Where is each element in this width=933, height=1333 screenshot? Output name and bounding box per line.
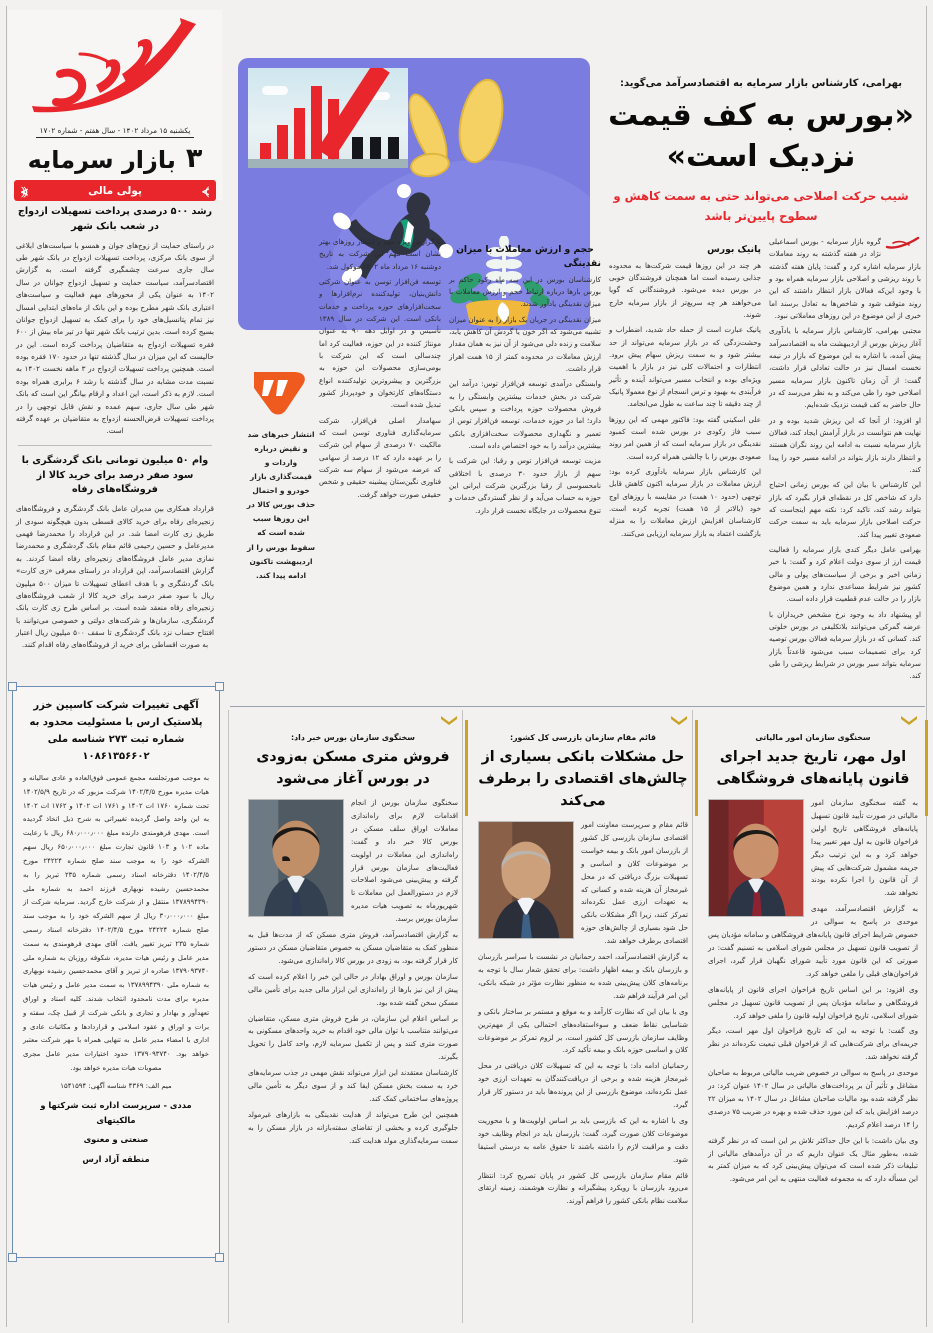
chevron-down-icon [900, 715, 918, 726]
lead-column-right [769, 236, 921, 685]
corner-mark-top-right [215, 682, 224, 691]
paragraph: سازمان بورس و اوراق بهادار در حالی این خبر را اعلام کرده است که پیش از این نیز بارها از راه‌اندازی این ابزار مالی جدید برای تأمین مالی مسکن سخن گفته شده بود. [248, 971, 458, 1007]
cloud-icon [262, 86, 288, 95]
gold-accent-bar [925, 720, 928, 816]
paragraph: این کارشناس با بیان این که بورس زمانی احتیاج دارد که شاخص کل در نقطه‌ای قرار بگیرد که بازار بتواند رشد کند، تاکید کرد: نکته مهم اینجاست که حرکت اصلاحی بازار سرمایه باید به سمت حرکت صعودی تغییر پیدا کند. [769, 480, 921, 539]
paragraph: با گزارش ویژه مهم و انتظار روزهای بهتر نشان است مهم این شرکت به تاریخ دوشنبه ۱۶ مرداد ماه ۱۴۰۲ موکول شد. [319, 237, 441, 271]
paragraph: کارشناسان معتقدند این ابزار می‌تواند نقش مهمی در جذب سرمایه‌های خرد به سمت بخش مسکن ایفا کند و از سوی دیگر به تأمین مالی پروژه‌های ساختمانی کمک کند. [248, 1068, 458, 1103]
gold-accent-bar [695, 720, 698, 816]
section-tag-label: پولی مالی [88, 184, 142, 197]
bottom-story-1-headline: اول مهر، تاریخ جدید اجرای قانون پایانه‌های فروشگاهی [716, 749, 910, 787]
legal-notice-signature-3: منطقه آزاد ارس [82, 1153, 150, 1164]
section-row [8, 145, 222, 172]
lead-col-right-text [769, 236, 921, 682]
bottom-story-3-photo [248, 799, 344, 917]
bottom-story-1-photo [708, 799, 804, 917]
paragraph: بهرامی عامل دیگر کندی بازار سرمایه را فعالیت قیمت ارز از سوی دولت اعلام کرد و گفت: با خبر زمانی اخیر و برخی از سیاست‌های پولی و مالی کشور نیز شرایط مساعدی ندارد و همین موضوع بازار را در حالت عدم قطعیت قرار داده است. [769, 544, 921, 604]
lead-kicker: بهرامی، کارشناس بازار سرمایه به اقتصادسرآمد می‌گوید: [619, 78, 903, 89]
paragraph: به گزارش اقتصادسرآمد، مهدی موحدی در پاسخ به سوالی در خصوص شرایط اجرای قانون پایانه‌های فروشگاهی و سامانه مؤدیان پس از تصویب قانون تسهیل در مجلس شورای اسلامی به تسنیم گفت: در صورتی که این قانون مورد تأیید شورای نگهبان قرار گیرد، اجرای فراخوان‌های قبلی را ملغی خواهد کرد. [708, 904, 918, 978]
lead-col-mid-right-text [609, 260, 761, 540]
column-divider-3 [228, 710, 229, 1323]
paragraph: قائم مقام و سرپرست معاونت امور اقتصادی سازمان بازرسی کل کشور از بازرسان امور بانک و بیمه خواست بر موضوعات کلان و اساسی و تسهیلات بزرگ دریافتی که در محل غیرمجاز آن هزینه شده و کسانی که به تعهدات ارزی عمل نکرده‌اند تمرکز کنند، زیرا اگر مشکلات بانکی حل شود بسیاری از چالش‌های حوزه اقتصادی برطرف خواهد شد. [581, 820, 688, 946]
legal-notice-signature-2: صنعتی و معنوی [83, 1134, 149, 1145]
pull-quote-text: انتشار خبرهای ضد و نقیض درباره واردات و قیمت‌گذاری بازار خودرو و احتمال حذف بورس کالا در این روزها سبب شده است که سقوط بورس را از اردیبهشت تاکنون ادامه پیدا کند. [246, 430, 316, 580]
signature-mark-icon [885, 236, 921, 252]
paragraph: وی با اشاره به این که بازرسی باید بر اساس اولویت‌ها و با محوریت موضوعات کلان صورت گیرد، گفت: بازرسان باید در انجام وظایف خود دقت و مراقبت لازم را داشته باشند تا حقوق عامه به درستی استیفا شود. [478, 1115, 688, 1164]
paragraph: او افزود: از آنجا که این ریزش شدید بوده و در نهایت هم نتوانست در بازار آرامش ایجاد کند، فعالان بازار سرمایه نسبت به ادامه این روند نگران هستند و انتظار دارند بازار بتواند در ادامه مسیر خود را پیدا کند. [769, 415, 921, 474]
sidebar-article-2-body: قرارداد همکاری بین مدیران عامل بانک گردشگری و فروشگاه‌های زنجیره‌ای رفاه برای خرید کالای قسطی بدون هیچگونه سودی از طریق زی کارت امضا شد. در این قرارداد را محمدرضا فهمی مدیرعامل و حسین رحیمی قائم مقام بانک گردشگری و محمدرضا نمازی مدیر عامل فروشگاه‌های زنجیره‌ای رفاه امضا کردند. به گزارش اقتصادسرآمد، این قرارداد در راستای معرفی «زی کارت» بانک گردشگری و با هدف اعطای تسهیلات تا میزان ۵۰۰ میلیون ریال با سود صفر درصد برای خرید کالا از شعب فروشگاه‌های زنجیره‌ای رفاه منعقد شده است. بر اساس طرح زی کارت بانک گردشگری، سازمان‌ها و شرکت‌های دولتی و خصوصی می‌توانند با افتتاح حساب نزد بانک گردشگری تا سقف ۵۰۰ میلیون ریال اعتبار به صورت اقساطی برای خرید از فروشگاه‌های رفاه اقدام کنند. [16, 504, 214, 650]
lead-column-mid-left [449, 236, 601, 520]
section-tag-bar [14, 180, 216, 201]
sidebar-article-1-headline: رشد ۵۰۰ درصدی پرداخت تسهیلات ازدواج در شعب بانک شهر [17, 206, 213, 232]
paragraph: او پیشنهاد داد به وجود نرخ مشخص خریداران با عرضه گمرکی می‌توانند بلاتکلیفی در بورس خلوتی کند. کسانی که در بازار سرمایه فعالان بورس توصیه کرد برای تصمیمات سبب می‌شود قاعدتاً بازار سرمایه بتواند سیر بورس در شرایط ریزشی را طی کند. [769, 609, 921, 681]
sidebar-article-1-body: در راستای حمایت از زوج‌های جوان و همسو با سیاست‌های ابلاغی از سوی بانک مرکزی، پرداخت تسهیلات ازدواج در بانک شهر طی سال جاری سرعت چشمگیری گرفته است. به گزارش اقتصادسرآمد، سیاست حمایت و تسهیل ازدواج جوانان در سال ۱۴۰۲ به عنوان یکی از محورهای مهم فعالیت و سیاست‌های اعتباری بانک شهر مطرح بوده و این بانک از ماه‌های ابتدایی امسال نیز تمام پتانسیل‌های خود را برای کمک به تسهیل ازدواج جوانان بسیج کرده است. بدین ترتیب بانک شهر تنها در تیر ماه بیش از ۶۰۰ فقره تسهیلات ازدواج به متقاضیان پرداخت کرده است. این در حالیست که این میزان در سال گذشته تنها در حدود ۱۷۰ فقره بوده است. همچنین پرداخت تسهیلات ازدواج در ۳ ماهه نخست ۱۴۰۲ به نسبت مدت مشابه در سال گذشته با رشد ۶ برابری همراه بوده است. لازم به ذکر است، این اعداد و ارقام بیانگر این است که بانک شهر طی سال جاری، سهم عمده و نقش قابل توجهی را در پرداخت تسهیلات قرض‌الحسنه ازدواج به متقاضیان بر عهده گرفته است. [16, 240, 215, 436]
legal-notice-signature-1: مددی - سرپرست اداره ثبت شرکتها و مالکیتهای [40, 1099, 192, 1126]
gold-accent-bar [465, 720, 468, 816]
section-divider-horizontal [230, 706, 925, 707]
chevron-down-icon [670, 715, 688, 726]
chart-bar [260, 143, 271, 159]
paragraph: مزیت توسعه فن‌افزار توس و رقبا: این شرکت با سهم از بازار حدود ۳۰ درصدی با اختلافی نامحسوسی از رقبا بزرگترین شرکت ایرانی این حوزه به حساب می‌آید و از نظر گستردگی خدمات و تنوع محصولات در جایگاه نخست قرار دارد. [449, 456, 601, 515]
masthead [8, 10, 222, 200]
lead-section-heading-volume: حجم و ارزش معاملات با میزان نقدینگی [456, 244, 601, 269]
person-silhouette-icon [352, 137, 363, 159]
person-silhouette-icon [388, 137, 399, 159]
corner-mark-bottom-left [8, 1253, 17, 1262]
gold-coin-icon [452, 75, 511, 168]
paragraph: وی گفت: با توجه به این که تاریخ فراخوان اول مهر است، دیگر جریمه‌ای برای شرکت‌هایی که از فراخوان قبلی تبعیت نکرده‌اند در نظر گرفته نخواهد شد. [708, 1026, 918, 1062]
paragraph: موحدی در پاسخ به سوالی در خصوص ضریب مالیاتی مربوط به صاحبان مشاغل و تأثیر آن بر پرداخت‌های مالیاتی در سال ۱۴۰۲ عنوان کرد: در نظر گرفته شده بود مالیات صاحبان مشاغل در سال ۱۴۰۲ به میزان ۲۲ درصد افزایش یابد که این مورد حذف شده و بهره در ضریب ۷۵ درصدی را ۱۴ درصد اعلام کردیم. [708, 1068, 919, 1129]
portrait-image [249, 800, 343, 916]
paragraph: این کارشناس بازار سرمایه یادآوری کرده بود: ارزش معاملات در بازار سرمایه اکنون کاهش قابل توجهی (حدود ۱۰ همت) در مقایسه با روزهای اوج خود (بالاتر از ۱۵ همت) تجربه کرده است. کارشناسان افزایش ارزش معاملات را به منزله بازگشت اعتماد به بازار سرمایه ارزیابی می‌کنند. [609, 467, 761, 538]
bottom-story-3-headline: فروش متری مسکن به‌زودی در بورس آغاز می‌شود [256, 749, 450, 787]
bottom-story-1 [701, 714, 925, 1189]
paragraph: کارشناسان بورس در این سه ماه رکود حاکم بر بورس بارها درباره ارتباط حجم و ارزش معاملات با میزان نقدینگی یادآور شدند. [449, 274, 601, 309]
paragraph: وی با بیان این که نظارت کارآمد و به موقع و مستمر بر ساختار بانکی و شناسایی نقاط ضعف و سوءاستفاده‌های احتمالی یکی از مهم‌ترین وظایف سازمان بازرسی کل کشور است، بر لزوم تمرکز بر موضوعات کلان و اساسی حوزه بانک و بیمه تأکید کرد. [478, 1006, 688, 1055]
legal-notice-headline: آگهی تغییرات شرکت کاسپین خزر پلاستیک ارس با مسئولیت محدود به شماره ثبت ۲۷۳ شناسه ملی ۱۰۸۶۱۳۵۶۶۰۲ [29, 700, 203, 762]
lead-headline-zone [601, 78, 921, 227]
pull-quote [244, 370, 318, 583]
bottom-story-2 [471, 714, 695, 1211]
paragraph: به گفته سخنگوی سازمان امور مالیاتی در صورت تأیید قانون تسهیل پایانه‌های فروشگاهی تاریخ اولین فراخوان قانون به اول مهر تغییر پیدا خواهد کرد و به این ترتیب دیگر جریمه مشمول شرکت‌هایی که پیش از آن قانون را اجرا نکرده بودند نخواهد شد. [811, 798, 918, 898]
paragraph: علی اسکینی گفته بود: فاکتور مهمی که این روزها سبب فاز رکودی در بورس شده است کمبود نقدینگی در بازار سرمایه است که از همین امر روند صعودی بورس را با چالشی همراه کرده است. [609, 414, 761, 461]
chart-bar [294, 108, 305, 159]
paragraph: وابستگی درآمدی توسعه فن‌افزار توس: درآمد این شرکت در بخش خدمات بیشترین وابستگی را به فروش محصولات حوزه پرداخت و سپس بانکی دارد؛ اما در حوزه خدمات، توسعه فن‌افزار توس از تعمیر و نگهداری محصولات سخت‌افزاری بانکی بیشترین درآمد را به خود اختصاص داده است. [449, 379, 601, 450]
bottom-story-3-kicker: سخنگوی سازمان بورس خبر داد: [291, 733, 415, 742]
paragraph: وی بیان داشت: با این حال حداکثر تلاش بر این است که در نظر گرفته شده، به‌طور مثال یک عنوان داریم که در آن درآمدهای مالیاتی از تبلیغات ذکر شده است که می‌توان پیش‌بینی کرد که به میزان کمتر به این مسأله دارد که به مجموعه فعالیت منتهی به این امر می‌شود. [708, 1135, 918, 1184]
paragraph: میزان نقدینگی در جریان یک بازار را به عنوان میزان تشبیه می‌شود که اگر خون یا گردش آن کاهش یابد، سلامت و زنده دلی می‌شود از آن نیز به همان مقدار ارزش معاملات در محدوده کمتر از ۱۵ همت اهراز قرار داشت. [449, 314, 601, 373]
paragraph: توسعه فن‌افزار توسن به عنوان شرکتی دانش‌بنیان، تولیدکننده نرم‌افزارها و سخت‌افزارهای حوزه پرداخت و خدمات بانکی است. این شرکت در سال ۱۳۸۹ تأسیس و در اوایل دهه ۹۰ به عنوان مونتاژ کننده در این حوزه، فعالیت کرد اما چندسالی است که این شرکت با بومی‌سازی محصولات این حوزه به بزرگترین و پیشروترین تولیدکننده انواع دستگاه‌های کارتخوان و خودپرداز کشور تبدیل شده است. [319, 276, 441, 410]
legal-notice-ref: میم الف: ۴۳۶۹ شناسه آگهی: ۱۵۴۱۵۹۴ [60, 1081, 172, 1090]
chevron-down-icon [440, 715, 458, 726]
legal-notice-box [12, 686, 220, 1258]
inset-chart-image [248, 68, 408, 168]
paragraph: پانیک عبارت است از حمله حاد شدید، اضطراب و وحشت‌زدگی که در بازار سرمایه می‌تواند از حد بیشتر شود و به سمت ریزش سهام پیش برود. انتظارات و احتمالات کلی نیز در بازار با اهمیت ویژه‌ای بوده و انتخاب مسیر می‌تواند آینده و تأثیر فرآیندی به بهبود و ترس انسجام از نوع معمولا پانیک از چند دقیقه تا چند ساعت به طول می‌انجامد. [609, 325, 761, 409]
lead-subhead: شیب حرکت اصلاحی می‌تواند حتی به سمت کاهش و سطوح پایین‌تر باشد [613, 189, 909, 224]
lead-headline-line-2: نزدیک است» [666, 138, 856, 174]
bottom-story-3 [241, 714, 465, 1151]
chart-bar [277, 125, 288, 159]
sidebar-article-1 [16, 205, 214, 438]
person-silhouette-icon [370, 137, 381, 159]
paragraph: بر اساس اعلام این سازمان، در طرح فروش متری مسکن، متقاضیان می‌توانند متناسب با توان مالی خود اقدام به خرید واحدهای مسکونی به صورت متری کنند و پس از تکمیل سرمایه لازم، واحد کامل را تحویل بگیرند. [248, 1013, 458, 1062]
portrait-image [709, 800, 803, 916]
lead-col-left-text [319, 236, 441, 501]
paragraph: همچنین این طرح می‌تواند از هدایت نقدینگی به بازارهای غیرمولد جلوگیری کرده و بخشی از تقاضای سفته‌بازانه در بازار مسکن را به سمت سرمایه‌گذاری مولد هدایت کند. [248, 1109, 458, 1145]
logo-glyph [20, 14, 210, 118]
bottom-story-2-photo [478, 821, 574, 939]
paragraph: به گزارش اقتصادسرآمد، فروش متری مسکن که از مدت‌ها قبل به منظور کمک به متقاضیان مسکن به خصوص متقاضیان مسکن در دستور کار قرار گرفته بود، به زودی در بورس کالا راه‌اندازی می‌شود. [248, 930, 458, 965]
wave-right-icon: ⦕ [21, 183, 28, 198]
sidebar-divider [18, 445, 212, 446]
corner-mark-top-left [8, 682, 17, 691]
paragraph: رحمانیان ادامه داد: با توجه به این که تسهیلات کلان دریافتی در محل غیرمجاز هزینه شده و برخی از دریافت‌کنندگان به تعهدات ارزی خود عمل نکرده‌اند، موضوع بازرسی از این پرونده‌ها باید در دستور کار قرار گیرد. [478, 1061, 688, 1110]
wave-left-icon: ⦔ [202, 183, 209, 198]
page-number: ۳ [185, 143, 203, 174]
lead-section-heading-panic: پانیک بورس [707, 244, 761, 255]
inset-ground [248, 159, 408, 168]
sidebar-article-2 [16, 454, 214, 652]
paragraph: به گزارش اقتصادسرآمد، احمد رحمانیان در نشست با سراسر بازرسان و بازرسان بانک و بیمه اظهار داشت: برای تحقق شعار سال با توجه به برنامه‌های کلان پیش‌بینی شده به منظور نظارت مؤثر در شبکه بانکی، این امر فرآیند فراهم شد. [478, 952, 688, 1000]
lead-column-mid-right [609, 236, 761, 543]
paragraph: سهامدار اصلی فن‌افزار، شرکت سرمایه‌گذاری فناوری توسن است که مالکیت ۷۰ درصدی از سهام این شرکت را بر عهده دارد که ۱۲ درصد از سهامی که عرضه می‌شود از سهام سه شرکت فناوری نگین‌ستان پیشینه حقیقی و شخص حقیقی صورت خواهد گرفت. [319, 415, 441, 499]
paragraph: وی افزود: بر این اساس تاریخ فراخوان اجرای قانون از پایانه‌های فروشگاهی و سامانه مؤدیان پس از تصویب قانون تسهیل در مجلس شورای اسلامی، تاریخ فراخوان اولیه قانون را ملغی خواهد کرد. [708, 984, 918, 1020]
left-sidebar-column [8, 205, 222, 652]
paragraph: قائم مقام سازمان بازرسی کل کشور در پایان تصریح کرد: انتظار می‌رود بازرسان با رویکرد پیشگیرانه و نظارت هوشمند، زمینه ارتقای سلامت نظام بانکی کشور را فراهم آورند. [478, 1170, 688, 1206]
quotation-mark-icon [252, 370, 310, 418]
paragraph: سخنگوی سازمان بورس از انجام اقدامات لازم برای راه‌اندازی معاملات اوراق سلف مسکن در بورس کالا خبر داد و گفت: راه‌اندازی این معاملات در اولویت فعالیت‌های سازمان بورس قرار گرفته و پیش‌بینی می‌شود اصلاحات لازم در دستورالعمل این معاملات تا شهریورماه به تصویب هیات مدیره سازمان بورس برسد. [351, 798, 458, 924]
bottom-story-2-headline: حل مشکلات بانکی بسیاری از چالش‌های اقتصادی را برطرف می‌کند [478, 749, 688, 809]
dateline: یکشنبه ۱۵ مرداد ۱۴۰۲ - سال هفتم - شماره ۱۷۰۲ [36, 126, 195, 138]
section-title: بازار سرمایه [27, 146, 176, 174]
corner-mark-bottom-right [215, 1253, 224, 1262]
sidebar-article-2-headline: وام ۵۰ میلیون تومانی بانک گردشگری با سود صفر درصد برای خرید کالا از فروشگاه‌های رفاه [21, 454, 209, 496]
bottom-story-1-kicker: سخنگوی سازمان امور مالیاتی [755, 733, 871, 742]
lead-column-left [319, 236, 441, 504]
paragraph: گروه بازار سرمایه - بورس اسماعیلی نژاد در هفته گذشته به روند معاملات بازار سرمایه اشاره کرد و گفت: پایان هفته گذشته با روند ریزشی و اصلاحی بازار سرمایه همراه بود و با وجود این‌که فعالان بازار انتظار داشتند که این روند متوقف شود و شاخص‌ها به تعادل برسند اما خبری از این موضوع در این روزهای معاملاتی نبود. [769, 237, 921, 320]
paragraph: مجتبی بهرامی، کارشناس بازار سرمایه با یادآوری آغاز ریزش بورس از اردیبهشت ماه به اقتصادسرآمد پیش آمده، با اشاره به این موضوع که بازار در نیمه نخست امسال نیز در حالت تعادلی قرار داشت، گفت: از آن زمان تاکنون بازار سرمایه مسیر اصلاحی خود را طی می‌کند و به نظر می‌رسد که در حال حاضر به کف قیمت نزدیک شده‌ایم. [769, 326, 921, 410]
legal-notice-body: به موجب صورتجلسه مجمع عمومی فوق‌العاده و عادی سالیانه و هیات مدیره مورخ ۱۴۰۲/۴/۵ شرکت مزبور که در تاریخ ۱۴۰۲/۵/۹ تحت شماره ۱۷۶۰ ات ۱۴۰۲ و ۱۷۶۱ ات ۱۴۰۲ و ۱۷۶۲ ات ۱۴۰۲ به این واحد واصل گردیده تغییراتی به شرح ذیل اتخاذ گردیده است. مهدی فرهومندی دارنده مبلغ ۶۸۰٫۰۰۰٫۰۰۰ ریال با رعایت ماده ۱۰۲ و ۱۰۳ قانون تجارت مبلغ ۶۵۰٫۰۰۰٫۰۰۰ ریال سهم الشرکه خود را به موجب سند صلح شماره ۲۴۲۲۴ مورخ ۱۴۰۲/۴/۵ دفترخانه اسناد رسمی شماره ۲۳۵ تبریز را به محمدحسین رشیده نوبهاری فرزند احمد به شماره ملی ۱۳۷۸۹۹۴۳۹۰ منتقل و از شرکت خارج گردید. سرمایه شرکت از مبلغ ۳۰٫۰۰۰٫۰۰۰ ریال از سهم الشرکه خود را به موجب سند صلح شماره ۲۴۲۲۴ مورخ ۱۴۰۲/۴/۵ دفترخانه اسناد رسمی شماره ۲۳۵ تبریز تغییر یافت. آقای مهدی فرهومندی به سمت مدیر عامل و رئیس هیات مدیره، شکوفه روزبان به شماره ملی ۱۳۷۹۰۹۳۷۴۰ صادره از تبریز و آقای محمدحسین رشیده نوبهاری به شماره ملی ۱۳۷۸۹۹۴۳۹۰ به سمت مدیر عامل و رئیس هیات مدیره برای مدت نامحدود انتخاب شدند. کلیه اسناد و اوراق تعهدآور و بهادار و تجاری و بانکی شرکت از قبیل چک، سفته و برات و اوراق و عقود اسلامی و قراردادها و مکاتبات عادی و اداری با امضاء مدیر عامل به تنهایی همراه با مهر شرکت معتبر خواهد بود. ۱۳۷۹۰۹۳۷۴۰ حدود اختیارات مدیر عامل مجری مصوبات هیات مدیره خواهد بود. [23, 774, 209, 1073]
bottom-story-2-kicker: قائم مقام سازمان بازرسی کل کشور: [509, 733, 657, 742]
lead-headline-line-1: «بورس به کف قیمت [608, 98, 914, 133]
newspaper-logo [8, 10, 222, 118]
portrait-image [479, 822, 573, 938]
lead-col-mid-left-text [449, 274, 601, 517]
paragraph: هر چند در این روزها قیمت شرکت‌ها به محدوده جذابی رسیده است اما همچنان فروشندگان خوبی در بورس دیده می‌شود. فروشندگانی که گویا می‌خواهند هر چه سریع‌تر از بازار سرمایه خارج شوند. [609, 260, 761, 320]
